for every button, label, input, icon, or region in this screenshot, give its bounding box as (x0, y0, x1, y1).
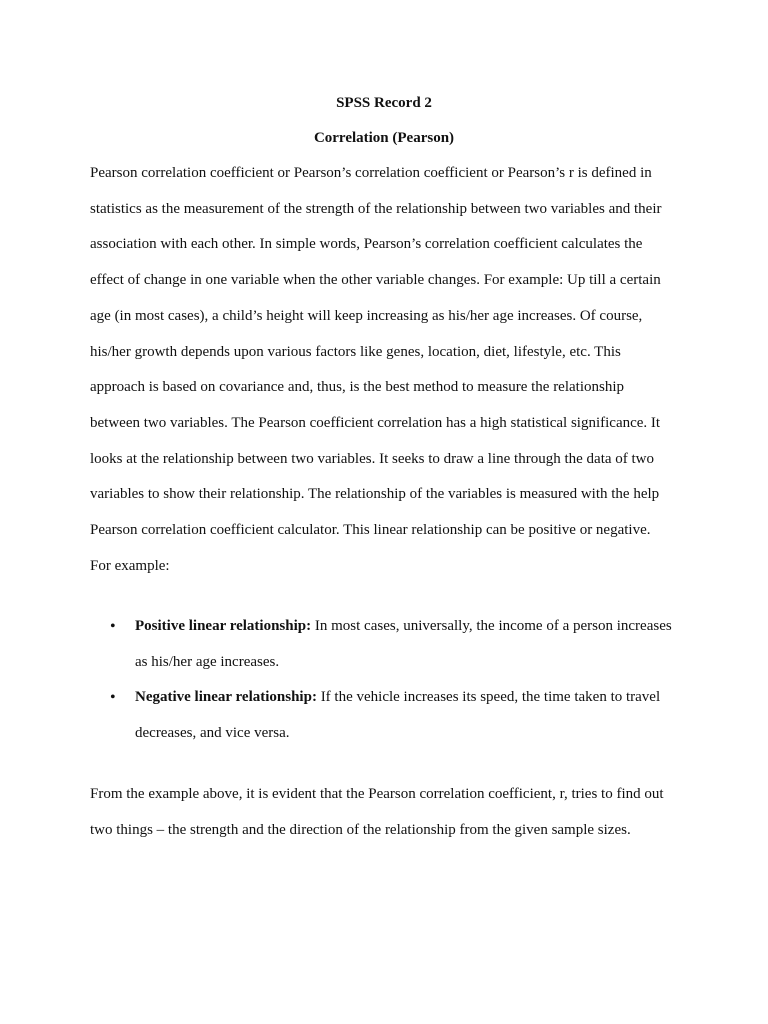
intro-line: For example: (90, 557, 170, 574)
bullet-text: decreases, and vice versa. (135, 725, 290, 742)
bullet-item-positive (90, 609, 680, 680)
bullet-text: If the vehicle increases its speed, the time taken to travel (316, 689, 661, 706)
intro-line: age (in most cases), a child’s height will keep increasing as his/her age increases. Of course, (90, 307, 643, 324)
intro-line: his/her growth depends upon various factors like genes, location, diet, lifestyle, etc. This (90, 343, 621, 360)
intro-paragraph (90, 156, 680, 584)
conclusion-line: two things – the strength and the direction of the relationship from the given sample sizes. (90, 821, 631, 838)
bullet-icon: • (110, 618, 116, 635)
document-subtitle: Correlation (Pearson) (313, 130, 455, 146)
intro-line: Pearson correlation coefficient calculator. This linear relationship can be positive or negative. (90, 522, 651, 539)
intro-line: Pearson correlation coefficient or Pearson’s correlation coefficient or Pearson’s r is defined in (90, 165, 652, 181)
bullet-term: Negative linear relationship: (135, 689, 317, 706)
intro-line: approach is based on covariance and, thus, is the best method to measure the relationship (90, 379, 625, 396)
conclusion-line: From the example above, it is evident that the Pearson correlation coefficient, r, tries to find out (90, 786, 664, 802)
example-bullet-list (90, 609, 680, 752)
intro-line: association with each other. In simple words, Pearson’s correlation coefficient calculates the (90, 236, 643, 253)
document-title: SPSS Record 2 (336, 95, 432, 111)
bullet-term: Positive linear relationship: (135, 618, 312, 634)
intro-line: looks at the relationship between two variables. It seeks to draw a line through the data of two (90, 450, 655, 467)
intro-line: effect of change in one variable when the other variable changes. For example: Up till a certain (90, 272, 661, 289)
bullet-text: as his/her age increases. (135, 653, 280, 670)
bullet-item-negative (90, 680, 680, 751)
conclusion-paragraph (90, 777, 680, 848)
bullet-icon: • (110, 689, 116, 707)
intro-line: between two variables. The Pearson coefficient correlation has a high statistical significance. It (90, 414, 661, 431)
intro-line: statistics as the measurement of the strength of the relationship between two variables and their (90, 200, 662, 217)
bullet-text: In most cases, universally, the income of a person increases (311, 618, 672, 634)
intro-line: variables to show their relationship. The relationship of the variables is measured with the help (90, 486, 660, 503)
